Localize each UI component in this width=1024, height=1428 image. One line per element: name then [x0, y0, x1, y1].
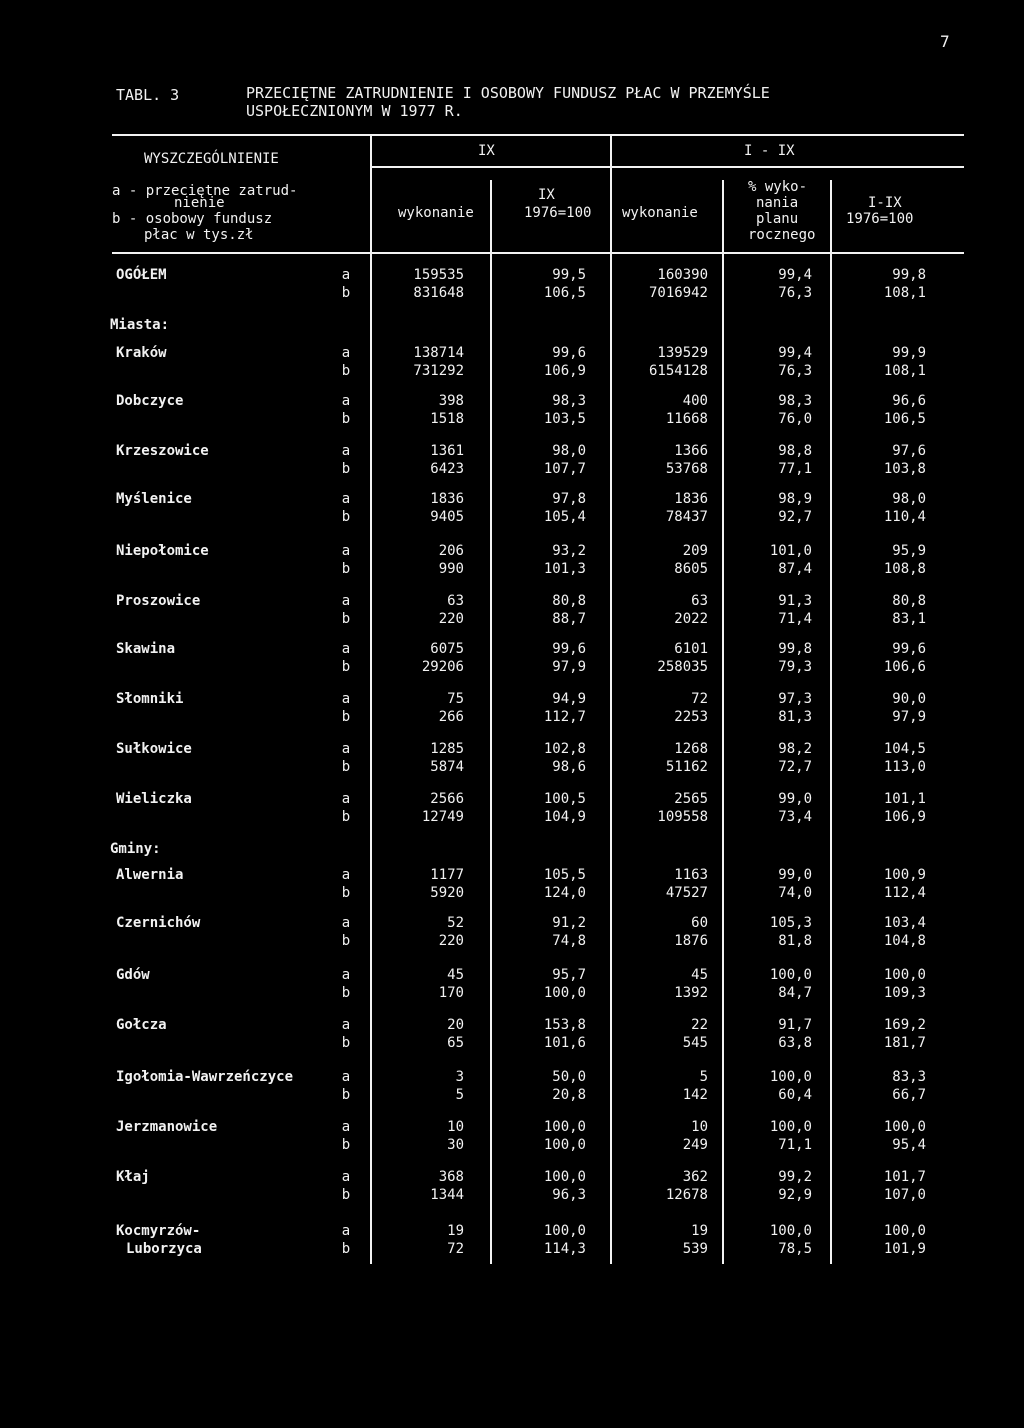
cell-b-col1: 831648 — [413, 285, 464, 301]
cell-a-col2: 95,7 — [552, 967, 586, 983]
cell-b-col3: 539 — [682, 1241, 708, 1257]
row-name: Czernichów — [116, 915, 201, 931]
table-row — [0, 392, 1024, 432]
cell-a-col4: 91,3 — [778, 593, 812, 609]
cell-b-col4: 60,4 — [778, 1087, 812, 1103]
table-row — [0, 914, 1024, 954]
row-name: Myślenice — [116, 491, 192, 507]
cell-a-col2: 100,0 — [543, 1169, 586, 1185]
cell-b-col1: 1518 — [430, 411, 464, 427]
col5-header-2: 1976=100 — [846, 211, 914, 227]
row-series-b: b — [341, 1137, 351, 1153]
row-series-b: b — [341, 611, 351, 627]
row-name: Alwernia — [116, 867, 184, 883]
cell-b-col3: 109558 — [657, 809, 708, 825]
cell-b-col5: 97,9 — [892, 709, 926, 725]
cell-b-col5: 66,7 — [892, 1087, 926, 1103]
cell-b-col1: 5920 — [430, 885, 464, 901]
cell-b-col1: 266 — [438, 709, 464, 725]
cell-a-col1: 3 — [455, 1069, 464, 1085]
cell-b-col2: 20,8 — [552, 1087, 586, 1103]
row-series-b: b — [341, 285, 351, 301]
cell-a-col2: 99,5 — [552, 267, 586, 283]
row-series-b: b — [341, 759, 351, 775]
row-series-b: b — [341, 885, 351, 901]
cell-b-col3: 12678 — [665, 1187, 708, 1203]
cell-a-col3: 1268 — [674, 741, 708, 757]
row-name: Gdów — [116, 967, 150, 983]
cell-a-col5: 95,9 — [892, 543, 926, 559]
cell-a-col3: 1836 — [674, 491, 708, 507]
row-series-b: b — [341, 985, 351, 1001]
cell-a-col1: 10 — [447, 1119, 464, 1135]
cell-b-col4: 79,3 — [778, 659, 812, 675]
col5-header-1: I-IX — [868, 195, 902, 211]
row-name: Wieliczka — [116, 791, 192, 807]
table-row — [0, 442, 1024, 482]
cell-b-col2: 106,9 — [543, 363, 586, 379]
row-series-a: a — [341, 791, 351, 807]
row-series-a: a — [341, 1119, 351, 1135]
col4-header-4: rocznego — [748, 227, 816, 243]
cell-a-col1: 20 — [447, 1017, 464, 1033]
cell-a-col2: 102,8 — [543, 741, 586, 757]
cell-b-col4: 71,4 — [778, 611, 812, 627]
cell-b-col3: 47527 — [665, 885, 708, 901]
cell-a-col3: 160390 — [657, 267, 708, 283]
row-name: Igołomia-Wawrzeńczyce — [116, 1069, 294, 1085]
col0-legend-b1: b - osobowy fundusz — [112, 211, 273, 227]
cell-a-col1: 206 — [438, 543, 464, 559]
row-series-b: b — [341, 411, 351, 427]
cell-a-col2: 93,2 — [552, 543, 586, 559]
cell-a-col5: 90,0 — [892, 691, 926, 707]
cell-a-col2: 80,8 — [552, 593, 586, 609]
cell-a-col5: 103,4 — [883, 915, 926, 931]
cell-a-col2: 50,0 — [552, 1069, 586, 1085]
col1-header: wykonanie — [398, 205, 474, 221]
cell-a-col4: 99,4 — [778, 267, 812, 283]
table-row — [0, 966, 1024, 1006]
row-series-b: b — [341, 709, 351, 725]
cell-b-col3: 1392 — [674, 985, 708, 1001]
row-series-a: a — [341, 1017, 351, 1033]
page-number: 7 — [940, 32, 950, 51]
cell-b-col5: 110,4 — [883, 509, 926, 525]
section-label-miasta: Miasta: — [110, 317, 170, 333]
cell-a-col1: 368 — [438, 1169, 464, 1185]
cell-b-col4: 72,7 — [778, 759, 812, 775]
table-row — [0, 1222, 1024, 1262]
cell-b-col5: 83,1 — [892, 611, 926, 627]
cell-a-col1: 398 — [438, 393, 464, 409]
col4-header-2: nania — [756, 195, 799, 211]
cell-a-col4: 99,0 — [778, 867, 812, 883]
table-row — [0, 866, 1024, 906]
cell-a-col3: 45 — [691, 967, 708, 983]
table-row — [0, 344, 1024, 384]
cell-b-col5: 101,9 — [883, 1241, 926, 1257]
row-name: Skawina — [116, 641, 176, 657]
cell-a-col1: 52 — [447, 915, 464, 931]
cell-b-col1: 1344 — [430, 1187, 464, 1203]
cell-b-col3: 545 — [682, 1035, 708, 1051]
cell-a-col1: 6075 — [430, 641, 464, 657]
cell-a-col5: 169,2 — [883, 1017, 926, 1033]
cell-a-col3: 5 — [699, 1069, 708, 1085]
cell-a-col4: 100,0 — [769, 1223, 812, 1239]
cell-a-col4: 98,8 — [778, 443, 812, 459]
cell-a-col5: 80,8 — [892, 593, 926, 609]
cell-b-col2: 101,3 — [543, 561, 586, 577]
cell-b-col4: 63,8 — [778, 1035, 812, 1051]
cell-a-col1: 2566 — [430, 791, 464, 807]
cell-b-col5: 109,3 — [883, 985, 926, 1001]
cell-a-col4: 99,0 — [778, 791, 812, 807]
cell-b-col1: 30 — [447, 1137, 464, 1153]
table-row — [0, 592, 1024, 632]
cell-a-col3: 1366 — [674, 443, 708, 459]
cell-b-col3: 1876 — [674, 933, 708, 949]
row-series-b: b — [341, 1241, 351, 1257]
cell-a-col2: 105,5 — [543, 867, 586, 883]
cell-b-col3: 2253 — [674, 709, 708, 725]
cell-b-col1: 12749 — [421, 809, 464, 825]
col4-header-1: % wyko- — [748, 179, 808, 195]
cell-a-col4: 99,8 — [778, 641, 812, 657]
cell-b-col3: 258035 — [657, 659, 708, 675]
cell-a-col2: 99,6 — [552, 641, 586, 657]
cell-b-col5: 112,4 — [883, 885, 926, 901]
row-series-b: b — [341, 561, 351, 577]
cell-a-col4: 98,3 — [778, 393, 812, 409]
cell-a-col5: 99,6 — [892, 641, 926, 657]
cell-b-col3: 8605 — [674, 561, 708, 577]
cell-a-col3: 19 — [691, 1223, 708, 1239]
row-series-b: b — [341, 809, 351, 825]
cell-a-col2: 97,8 — [552, 491, 586, 507]
cell-a-col2: 99,6 — [552, 345, 586, 361]
col0-legend-a2: nienie — [174, 195, 225, 211]
cell-a-col4: 99,2 — [778, 1169, 812, 1185]
cell-a-col2: 98,0 — [552, 443, 586, 459]
row-series-a: a — [341, 345, 351, 361]
col0-title: WYSZCZEGÓLNIENIE — [144, 151, 279, 167]
cell-b-col3: 6154128 — [648, 363, 708, 379]
cell-b-col2: 105,4 — [543, 509, 586, 525]
cell-b-col4: 81,8 — [778, 933, 812, 949]
cell-b-col4: 81,3 — [778, 709, 812, 725]
cell-a-col4: 97,3 — [778, 691, 812, 707]
cell-a-col4: 98,9 — [778, 491, 812, 507]
cell-b-col1: 220 — [438, 933, 464, 949]
row-name: Dobczyce — [116, 393, 184, 409]
cell-b-col2: 74,8 — [552, 933, 586, 949]
row-name: Kraków — [116, 345, 167, 361]
row-series-b: b — [341, 363, 351, 379]
cell-a-col4: 100,0 — [769, 1119, 812, 1135]
cell-a-col2: 94,9 — [552, 691, 586, 707]
cell-b-col1: 29206 — [421, 659, 464, 675]
row-name: Proszowice — [116, 593, 201, 609]
row-name: Kłaj — [116, 1169, 150, 1185]
cell-a-col1: 75 — [447, 691, 464, 707]
cell-a-col5: 100,9 — [883, 867, 926, 883]
cell-b-col5: 181,7 — [883, 1035, 926, 1051]
cell-b-col4: 76,3 — [778, 285, 812, 301]
cell-b-col5: 107,0 — [883, 1187, 926, 1203]
cell-a-col5: 97,6 — [892, 443, 926, 459]
cell-a-col3: 2565 — [674, 791, 708, 807]
cell-b-col4: 84,7 — [778, 985, 812, 1001]
row-series-a: a — [341, 543, 351, 559]
cell-a-col2: 91,2 — [552, 915, 586, 931]
cell-b-col1: 72 — [447, 1241, 464, 1257]
row-name: OGÓŁEM — [116, 267, 167, 283]
cell-a-col3: 400 — [682, 393, 708, 409]
cell-b-col2: 104,9 — [543, 809, 586, 825]
cell-b-col3: 142 — [682, 1087, 708, 1103]
col4-header-3: planu — [756, 211, 799, 227]
col0-legend-a1: a - przeciętne zatrud- — [112, 183, 298, 199]
cell-a-col3: 362 — [682, 1169, 708, 1185]
cell-b-col5: 95,4 — [892, 1137, 926, 1153]
cell-a-col1: 1361 — [430, 443, 464, 459]
row-series-a: a — [341, 741, 351, 757]
cell-b-col3: 2022 — [674, 611, 708, 627]
table-row — [0, 740, 1024, 780]
cell-a-col3: 22 — [691, 1017, 708, 1033]
cell-a-col4: 91,7 — [778, 1017, 812, 1033]
cell-a-col4: 101,0 — [769, 543, 812, 559]
table-row — [0, 690, 1024, 730]
cell-a-col1: 1177 — [430, 867, 464, 883]
cell-b-col4: 92,9 — [778, 1187, 812, 1203]
cell-b-col3: 11668 — [665, 411, 708, 427]
row-name: Jerzmanowice — [116, 1119, 218, 1135]
cell-b-col1: 65 — [447, 1035, 464, 1051]
row-series-b: b — [341, 1035, 351, 1051]
cell-b-col2: 101,6 — [543, 1035, 586, 1051]
cell-b-col4: 71,1 — [778, 1137, 812, 1153]
row-series-b: b — [341, 1087, 351, 1103]
table-title-line2: USPOŁECZNIONYM W 1977 R. — [246, 102, 463, 120]
cell-a-col3: 72 — [691, 691, 708, 707]
cell-b-col5: 108,1 — [883, 363, 926, 379]
cell-a-col2: 153,8 — [543, 1017, 586, 1033]
cell-b-col2: 88,7 — [552, 611, 586, 627]
table-row — [0, 490, 1024, 530]
cell-a-col1: 1285 — [430, 741, 464, 757]
cell-b-col4: 92,7 — [778, 509, 812, 525]
cell-b-col5: 108,8 — [883, 561, 926, 577]
cell-a-col3: 63 — [691, 593, 708, 609]
cell-b-col4: 87,4 — [778, 561, 812, 577]
cell-b-col2: 124,0 — [543, 885, 586, 901]
cell-a-col5: 99,9 — [892, 345, 926, 361]
cell-a-col3: 209 — [682, 543, 708, 559]
cell-a-col2: 100,5 — [543, 791, 586, 807]
cell-a-col5: 100,0 — [883, 1223, 926, 1239]
row-series-b: b — [341, 1187, 351, 1203]
cell-a-col5: 101,1 — [883, 791, 926, 807]
table-label: TABL. 3 — [116, 86, 180, 104]
table-row — [0, 266, 1024, 306]
cell-a-col5: 96,6 — [892, 393, 926, 409]
cell-b-col1: 5874 — [430, 759, 464, 775]
row-name: Słomniki — [116, 691, 184, 707]
cell-b-col1: 990 — [438, 561, 464, 577]
cell-a-col5: 99,8 — [892, 267, 926, 283]
cell-b-col4: 76,0 — [778, 411, 812, 427]
cell-b-col2: 100,0 — [543, 1137, 586, 1153]
row-series-a: a — [341, 1223, 351, 1239]
cell-a-col5: 83,3 — [892, 1069, 926, 1085]
table-row — [0, 542, 1024, 582]
row-name: Krzeszowice — [116, 443, 209, 459]
cell-b-col2: 97,9 — [552, 659, 586, 675]
cell-b-col1: 5 — [455, 1087, 464, 1103]
cell-b-col2: 114,3 — [543, 1241, 586, 1257]
cell-b-col2: 100,0 — [543, 985, 586, 1001]
table-row — [0, 1118, 1024, 1158]
cell-a-col3: 1163 — [674, 867, 708, 883]
cell-b-col3: 51162 — [665, 759, 708, 775]
table-row — [0, 1016, 1024, 1056]
cell-a-col5: 104,5 — [883, 741, 926, 757]
cell-a-col2: 100,0 — [543, 1119, 586, 1135]
row-series-a: a — [341, 641, 351, 657]
cell-b-col4: 73,4 — [778, 809, 812, 825]
cell-b-col5: 106,5 — [883, 411, 926, 427]
table-title-line1: PRZECIĘTNE ZATRUDNIENIE I OSOBOWY FUNDUSZ PŁAC W PRZEMYŚLE — [246, 84, 770, 102]
cell-a-col1: 159535 — [413, 267, 464, 283]
cell-a-col3: 60 — [691, 915, 708, 931]
cell-b-col4: 76,3 — [778, 363, 812, 379]
group-ix-header: IX — [478, 143, 495, 159]
cell-b-col1: 220 — [438, 611, 464, 627]
cell-a-col2: 100,0 — [543, 1223, 586, 1239]
table-row — [0, 790, 1024, 830]
row-series-b: b — [341, 461, 351, 477]
cell-b-col3: 53768 — [665, 461, 708, 477]
group-i-ix-header: I - IX — [744, 143, 795, 159]
cell-b-col4: 74,0 — [778, 885, 812, 901]
row-series-a: a — [341, 593, 351, 609]
cell-b-col1: 6423 — [430, 461, 464, 477]
row-series-b: b — [341, 509, 351, 525]
cell-b-col5: 106,9 — [883, 809, 926, 825]
cell-a-col3: 10 — [691, 1119, 708, 1135]
table-row — [0, 1168, 1024, 1208]
col0-legend-b2: płac w tys.zł — [144, 227, 254, 243]
cell-b-col5: 104,8 — [883, 933, 926, 949]
row-series-a: a — [341, 393, 351, 409]
row-name: Kocmyrzów- — [116, 1223, 201, 1239]
col2-header-1: IX — [538, 187, 555, 203]
cell-b-col5: 113,0 — [883, 759, 926, 775]
cell-b-col2: 112,7 — [543, 709, 586, 725]
cell-b-col2: 107,7 — [543, 461, 586, 477]
cell-a-col3: 6101 — [674, 641, 708, 657]
row-series-a: a — [341, 915, 351, 931]
cell-a-col4: 99,4 — [778, 345, 812, 361]
cell-b-col2: 96,3 — [552, 1187, 586, 1203]
row-series-b: b — [341, 659, 351, 675]
row-name: Gołcza — [116, 1017, 167, 1033]
cell-a-col4: 100,0 — [769, 967, 812, 983]
col3-header: wykonanie — [622, 205, 698, 221]
row-series-a: a — [341, 967, 351, 983]
table-row — [0, 640, 1024, 680]
cell-b-col5: 108,1 — [883, 285, 926, 301]
cell-a-col1: 1836 — [430, 491, 464, 507]
cell-b-col3: 7016942 — [648, 285, 708, 301]
cell-a-col5: 101,7 — [883, 1169, 926, 1185]
cell-b-col1: 9405 — [430, 509, 464, 525]
row-series-b: b — [341, 933, 351, 949]
cell-b-col2: 106,5 — [543, 285, 586, 301]
cell-b-col1: 731292 — [413, 363, 464, 379]
row-series-a: a — [341, 867, 351, 883]
cell-b-col5: 106,6 — [883, 659, 926, 675]
cell-a-col2: 98,3 — [552, 393, 586, 409]
row-series-a: a — [341, 443, 351, 459]
row-series-a: a — [341, 267, 351, 283]
cell-b-col4: 77,1 — [778, 461, 812, 477]
col2-header-2: 1976=100 — [524, 205, 592, 221]
row-name: Niepołomice — [116, 543, 209, 559]
cell-b-col4: 78,5 — [778, 1241, 812, 1257]
cell-b-col5: 103,8 — [883, 461, 926, 477]
cell-a-col5: 100,0 — [883, 967, 926, 983]
table-row — [0, 1068, 1024, 1108]
cell-a-col5: 100,0 — [883, 1119, 926, 1135]
cell-b-col1: 170 — [438, 985, 464, 1001]
row-name-cont: Luborzyca — [126, 1241, 202, 1257]
row-name: Sułkowice — [116, 741, 192, 757]
cell-b-col3: 249 — [682, 1137, 708, 1153]
cell-a-col1: 19 — [447, 1223, 464, 1239]
row-series-a: a — [341, 691, 351, 707]
cell-a-col4: 98,2 — [778, 741, 812, 757]
cell-a-col1: 63 — [447, 593, 464, 609]
row-series-a: a — [341, 1069, 351, 1085]
section-label-gminy: Gminy: — [110, 841, 161, 857]
cell-a-col4: 100,0 — [769, 1069, 812, 1085]
cell-a-col4: 105,3 — [769, 915, 812, 931]
cell-a-col1: 138714 — [413, 345, 464, 361]
cell-b-col2: 98,6 — [552, 759, 586, 775]
cell-a-col3: 139529 — [657, 345, 708, 361]
row-series-a: a — [341, 1169, 351, 1185]
cell-a-col5: 98,0 — [892, 491, 926, 507]
cell-a-col1: 45 — [447, 967, 464, 983]
cell-b-col3: 78437 — [665, 509, 708, 525]
row-series-a: a — [341, 491, 351, 507]
cell-b-col2: 103,5 — [543, 411, 586, 427]
